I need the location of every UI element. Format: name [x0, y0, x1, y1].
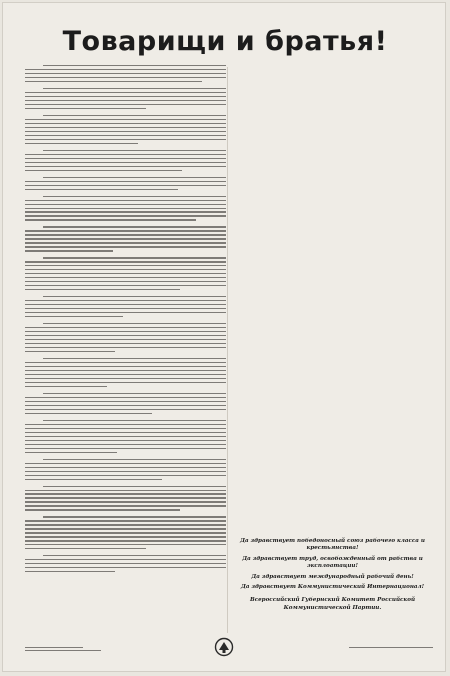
text-line [25, 479, 162, 480]
text-line [25, 69, 226, 70]
text-line [25, 204, 226, 205]
slogan: Да здравствует международный рабочий день! [251, 573, 414, 580]
text-line [25, 327, 226, 328]
text-line [25, 524, 226, 525]
text-line [43, 177, 226, 178]
text-line [25, 347, 226, 348]
text-line [25, 374, 226, 375]
poster-sheet [2, 2, 446, 672]
text-line [25, 490, 226, 491]
text-line [25, 463, 226, 464]
text-line [25, 300, 226, 301]
text-line [25, 331, 226, 332]
text-line [25, 242, 226, 243]
text-line [25, 405, 226, 406]
text-line [25, 432, 226, 433]
text-line [25, 448, 226, 449]
text-line [25, 104, 226, 105]
text-line [25, 96, 226, 97]
slogan: Да здравствует Коммунистический Интернационал! [240, 584, 425, 591]
text-line [25, 135, 226, 136]
text-line [43, 150, 226, 151]
poster-title: Товарищи и братья! [62, 26, 388, 57]
text-line [25, 265, 226, 266]
text-line [25, 528, 226, 529]
text-line [43, 196, 226, 197]
printer-imprint-left [25, 647, 115, 653]
text-line [25, 127, 226, 128]
text-line [25, 440, 226, 441]
text-line [25, 335, 226, 336]
text-line [25, 520, 226, 521]
text-line [25, 234, 226, 235]
text-line [43, 115, 226, 116]
text-line [25, 339, 226, 340]
text-line [25, 281, 226, 282]
text-line [25, 536, 226, 537]
text-line [25, 189, 178, 190]
text-line [25, 219, 196, 220]
text-line [25, 505, 226, 506]
text-line [25, 215, 226, 216]
text-line [25, 250, 113, 251]
text-line [25, 471, 226, 472]
text-line [25, 366, 226, 367]
text-line [25, 123, 226, 124]
text-line [25, 424, 226, 425]
text-line [25, 73, 226, 74]
text-line [25, 493, 226, 494]
text-line [25, 571, 115, 572]
text-line [25, 200, 226, 201]
signature: Всероссийский Губернский Комитет Российской Коммунистической Партии. [249, 597, 416, 611]
text-line [43, 516, 226, 517]
text-line [43, 323, 226, 324]
text-line [25, 467, 226, 468]
text-line [43, 393, 226, 394]
emblem-icon [212, 637, 236, 657]
text-line [25, 540, 226, 541]
text-line [25, 401, 226, 402]
text-line [25, 501, 226, 502]
text-line [25, 77, 226, 78]
text-line [25, 285, 226, 286]
text-line [25, 261, 226, 262]
text-line [25, 382, 226, 383]
text-line [25, 119, 226, 120]
text-line [25, 162, 226, 163]
text-line [25, 277, 226, 278]
text-line [43, 555, 226, 556]
text-line [25, 567, 226, 568]
text-line [25, 509, 180, 510]
text-line [25, 409, 226, 410]
text-line [25, 230, 226, 231]
text-line [25, 436, 226, 437]
text-line [43, 257, 226, 258]
text-line [25, 100, 226, 101]
text-line [25, 154, 226, 155]
body-text-left-column [25, 65, 226, 633]
text-line [25, 544, 226, 545]
text-line [25, 208, 226, 209]
text-line [25, 413, 152, 414]
text-line [43, 420, 226, 421]
text-line [43, 226, 226, 227]
text-line [43, 88, 226, 89]
text-line [25, 81, 202, 82]
text-line [25, 92, 226, 93]
text-line [25, 428, 226, 429]
column-divider [227, 67, 228, 633]
text-line [25, 308, 226, 309]
text-line [25, 238, 226, 239]
text-line [25, 386, 107, 387]
text-line [25, 158, 226, 159]
text-line [25, 397, 226, 398]
text-line [25, 185, 226, 186]
text-line [25, 475, 226, 476]
text-line [43, 358, 226, 359]
text-line [43, 296, 226, 297]
text-line [25, 304, 226, 305]
slogan: Да здравствует труд, освобожденный от рабства и эксплоатации! [242, 555, 423, 570]
text-line [25, 351, 115, 352]
text-line [25, 181, 226, 182]
closing-appeal [232, 535, 433, 612]
text-line [25, 131, 226, 132]
text-line [25, 559, 226, 560]
text-line [25, 370, 226, 371]
text-line [25, 211, 226, 212]
text-line [25, 312, 226, 313]
text-line [25, 444, 226, 445]
text-line [43, 65, 226, 66]
text-line [25, 139, 226, 140]
text-line [25, 166, 226, 167]
text-line [25, 269, 226, 270]
text-line [25, 343, 226, 344]
text-line [25, 452, 117, 453]
text-line [25, 316, 123, 317]
text-line [25, 273, 226, 274]
text-line [25, 548, 146, 549]
text-line [25, 532, 226, 533]
text-line [25, 246, 226, 247]
text-line [25, 108, 146, 109]
text-line [25, 378, 226, 379]
text-line [25, 497, 226, 498]
slogan: Да здравствует победоносный союз рабочего класса и крестьянства! [240, 538, 425, 552]
text-line [25, 362, 226, 363]
text-line [25, 170, 182, 171]
text-line [43, 486, 226, 487]
text-line [25, 289, 180, 290]
text-line [25, 143, 138, 144]
text-line [43, 459, 226, 460]
text-line [25, 563, 226, 564]
printer-imprint-right [333, 647, 433, 651]
